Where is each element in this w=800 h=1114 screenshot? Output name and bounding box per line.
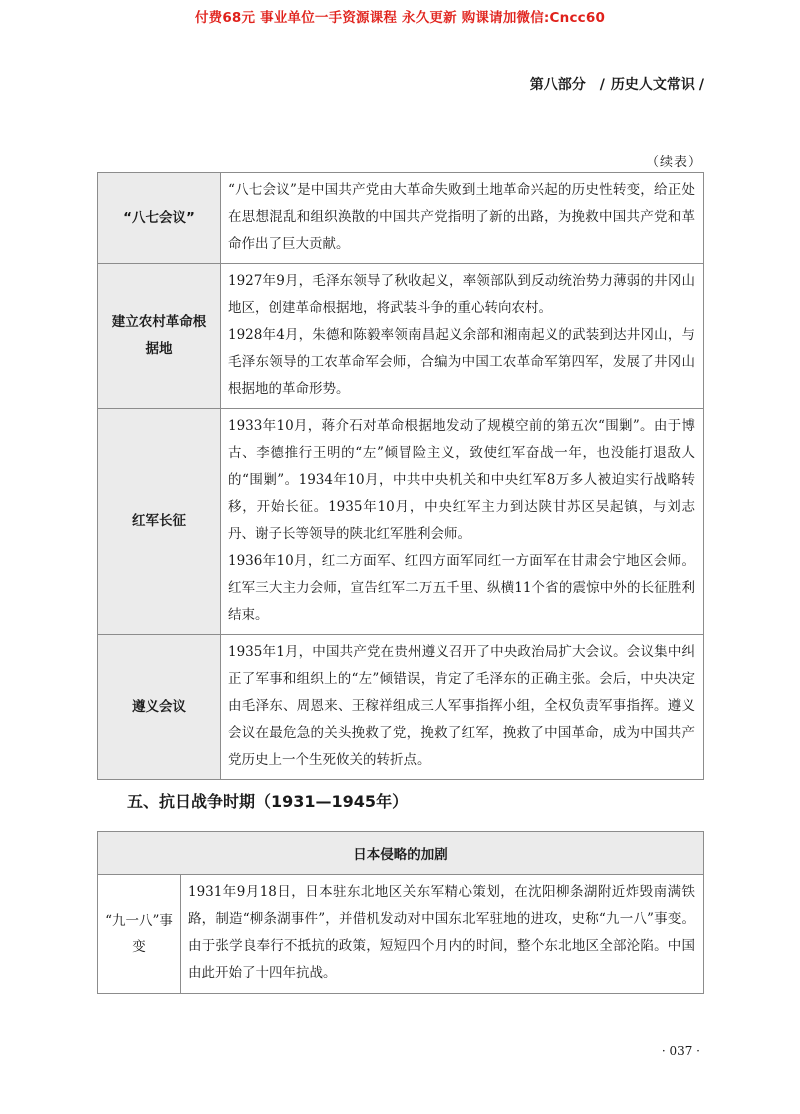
ad-banner: 付费68元 事业单位一手资源课程 永久更新 购课请加微信:Cncc60 [194,10,606,26]
row-content [221,635,704,780]
row-label: 建立农村革命根据地 [98,264,221,409]
history-table-continued [97,172,704,780]
page-number: · 037 · [661,1044,700,1058]
row-content [221,264,704,409]
table-row [98,264,704,409]
paragraph: 1931年9月18日，日本驻东北地区关东军精心策划，在沈阳柳条湖附近炸毁南满铁路，制造“柳条湖事件”，并借机发动对中国东北军驻地的进攻，史称“九一八”事变。由于张学良奉行不抵抗的政策，短短四个月内的时间，整个东北地区全部沦陷。中国由此开始了十四年抗战。 [188,884,695,981]
header-section: 历史人文常识 [610,77,695,93]
continued-label: （续表） [645,155,702,170]
paragraph: 1936年10月，红二方面军、红四方面军同红一方面军在甘肃会宁地区会师。红军三大主力会师，宣告红军二万五千里、纵横11个省的震惊中外的长征胜利结束。 [228,553,695,623]
row-content [221,409,704,635]
header-separator: / [599,77,605,93]
table-row [98,875,704,994]
table-row [98,635,704,780]
paragraph: 1933年10月，蒋介石对革命根据地发动了规模空前的第五次“围剿”。由于博古、李德推行王明的“左”倾冒险主义，致使红军奋战一年，也没能打退敌人的“围剿”。1934年10月，中共中央机关和中央红军8万多人被迫实行战略转移，开始长征。1935年10月，中央红军主力到达陕甘苏区吴起镇，与刘志丹、谢子长等领导的陕北红军胜利会师。 [228,418,695,542]
paragraph: 1928年4月，朱德和陈毅率领南昌起义余部和湘南起义的武装到达井冈山，与毛泽东领导的工农革命军会师，合编为中国工农革命军第四军，发展了井冈山根据地的革命形势。 [228,327,695,397]
page-header [530,74,704,94]
paragraph: “八七会议”是中国共产党由大革命失败到土地革命兴起的历史性转变，给正处在思想混乱和组织涣散的中国共产党指明了新的出路，为挽救中国共产党和革命作出了巨大贡献。 [228,182,695,252]
row-content [181,875,704,994]
japanese-aggression-table [97,831,704,994]
paragraph: 1935年1月，中国共产党在贵州遵义召开了中央政治局扩大会议。会议集中纠正了军事和组织上的“左”倾错误，肯定了毛泽东的正确主张。会后，中央决定由毛泽东、周恩来、王稼祥组成三人军事指挥小组，全权负责军事指挥。遵义会议在最危急的关头挽救了党，挽救了红军，挽救了中国革命，成为中国共产党历史上一个生死攸关的转折点。 [228,644,695,768]
header-trailing-slash: / [698,77,704,93]
section-title: 五、抗日战争时期（1931—1945年） [127,792,409,811]
row-label: “九一八”事变 [98,875,181,994]
row-label: “八七会议” [98,173,221,264]
row-content [221,173,704,264]
table-header: 日本侵略的加剧 [98,832,704,875]
table-row [98,409,704,635]
table-row [98,173,704,264]
header-part: 第八部分 [529,77,586,93]
table-header-row [98,832,704,875]
row-label: 红军长征 [98,409,221,635]
paragraph: 1927年9月，毛泽东领导了秋收起义，率领部队到反动统治势力薄弱的井冈山地区，创建革命根据地，将武装斗争的重心转向农村。 [228,273,695,316]
row-label: 遵义会议 [98,635,221,780]
